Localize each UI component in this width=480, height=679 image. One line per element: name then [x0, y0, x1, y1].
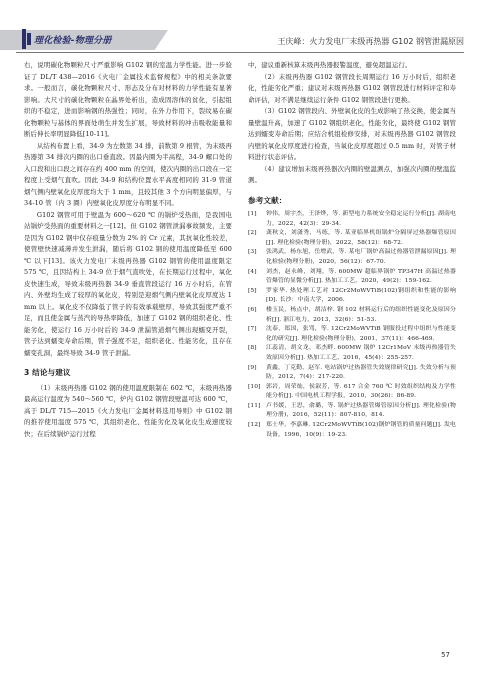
reference-text: 张鸿武，杨东旭，岳增武，等. 某电厂锅炉高温过热器管泄漏原因[J]. 理化检验(物理分册)，2020，56(12)：67-70.	[266, 249, 456, 265]
running-title: 王庆峰：火力发电厂末级再热器 G102 钢管泄漏原因	[277, 37, 464, 46]
reference-item	[248, 287, 456, 306]
body-paragraph: （2）末级再热器 G102 钢管段长周期运行 16 万小时后，组织老化，性能劣化严重；建议对末级再热器 G102 钢管段进行材料评定和寿命评估，对不满足继续运行条件 G102 钢管段进行更换。	[248, 72, 456, 104]
body-paragraph: 中，建议重新核算末级再热器报警温度，避免超温运行。	[248, 61, 412, 69]
body-paragraph: （3）G102 钢管段内、外壁氧化皮的生成影响了热交换，使金属当量壁温升高，加速了 G102 钢组织老化，性能劣化，最终使 G102 钢管达到蠕变寿命后期；应结合机组检修安排，对末级再热器 G102 钢管段内壁的氧化皮厚度进行检查，当氧化皮厚度超过 0.5 mm 时，对管子材料进行状态评估。	[248, 107, 456, 161]
reference-text: 郭岩，周荣灿，侯淑芳，等. 617 合金 760 ℃ 时效组织结构及力学性能分析[J]. 中国电机工程学报，2010，30(26)：86-89.	[266, 383, 456, 400]
reference-number: [3]	[248, 249, 257, 256]
reference-text: 楼玉民，杨点中，胡洁梓. 钢 102 材料运行后的组织性能变化及原因分析[J]. 浙江电力，2013，32(6)：51-53.	[266, 306, 456, 323]
reference-number: [11]	[248, 402, 261, 409]
reference-number: [7]	[248, 326, 257, 333]
page-number: 57	[441, 651, 450, 659]
journal-logo-icon	[18, 27, 34, 51]
reference-number: [4]	[248, 268, 257, 275]
journal-name: 理化检验-物理分册	[34, 36, 112, 46]
reference-number: [9]	[248, 364, 257, 371]
header-divider	[16, 52, 464, 53]
reference-item	[248, 364, 456, 383]
reference-text: 郑士华，李嘉琳. 12Cr2MoWVTiB(102)钢炉钢管的质量问题[J]. 发电设备，1996，10(9)：19-23.	[266, 422, 456, 438]
body-paragraph: G102 钢管可用于壁温为 600～620 ℃ 的锅炉受热面，是我国电站锅炉受热面的重要材料之一[12]。但 G102 钢管泄漏事故频发，主要是因为 G102 钢中仅存痕量分数为 2% 的 Cr 元素，其抗氧化性较差，使管壁快速减薄并发生泄漏，随后将 G102 钢的使用温度降低至 600 ℃ 以下[13]。该火力发电厂末级再热器 G102 钢管的使用温度限定 575 ℃，且因结构上 34-9 位于烟气直吹处，在长期运行过程中，氧化皮快速生成，导致末级再热器 34-9 垂直管段运行 16 万小时后，在管内、外壁均生成了较厚的氧化皮，特别是迎烟气侧内壁氧化皮厚度达 1 mm 以上。氧化皮不仅降低了管子的有效承载壁厚，导致其强度严重不足，而且使金属与蒸汽的导热率降低，加速了 G102 钢的组织老化、性能劣化，使运行 16 万小时后的 34-9 泄漏管道烟气侧出现蠕变开裂，管子达到蠕变寿命后期，管子强度不足，组织老化、性能劣化，且存在蠕变孔洞，最终导致 34-9 管子泄漏。	[24, 210, 232, 357]
reference-item	[248, 344, 456, 363]
reference-item	[248, 325, 456, 344]
reference-item	[248, 229, 456, 248]
reference-text: 钟伟，周宇杰，王泽烨，等. 新型电力系统安全稳定运行分析[J]. 湖南电力，2022，42(3)：29-34.	[266, 211, 456, 227]
reference-text: 刘杰，赵永峰，刘翔，等. 600MW 超临界锅炉 TP347H 高温过热器管爆管的显微分析[J]. 热加工工艺，2020，49(2)：159-162.	[266, 268, 456, 285]
reference-number: [2]	[248, 230, 257, 237]
reference-text: 龚秋文，刘潇秀，马练，等. 某亚临界机组锅炉分隔屏过热器爆管原因[J]. 理化检验(物理分册)，2022，58(12)：68-72.	[266, 230, 456, 246]
reference-item	[248, 248, 456, 267]
reference-item	[248, 421, 456, 440]
section-title: 3 结论与建议	[24, 368, 71, 377]
body-paragraph: （4）建议增加末级再热器次内圈的壁温测点，加强次内圈的壁温监测。	[248, 164, 456, 184]
reference-item	[248, 383, 456, 402]
reference-text: 江蕊清，胡文龙，邓杰畔. 600MW 锅炉 12Cr1MoV 末级再热器管失效原因分析[J]. 热加工工艺，2016，45(4)：255-257.	[266, 345, 456, 361]
body-paragraph: 右，说明碳化物颗粒尺寸严重影响 G102 钢的室温力学性能。进一步验证了 DL/T 438—2016《火电厂金属技术监督规程》中的相关条款要求。一般而言，碳化物颗粒尺寸、形态及分布对材料的力学性能有显著影响。大尺寸的碳化物颗粒在晶界处析出，造成固溶体的贫化，引起组织的不稳定，进而影响钢的热强性；同时，在外力作用下，裂纹易在碳化物颗粒与基体的界面处萌生并发生扩展，导致材料的冲击吸收能量和断后伸长率明显降低[10-11]。	[24, 61, 232, 138]
reference-item	[248, 268, 456, 287]
reference-number: [1]	[248, 211, 257, 217]
references-title: 参考文献：	[248, 195, 287, 205]
conclusion-paragraph: （1）末级再热器 G102 钢的使用温度限制在 602 ℃，末级再热器最高运行温度为 540～560 ℃，炉内 G102 钢管段壁温可达 600 ℃，高于 DL/T 715—2015《火力发电厂金属材料选用导则》中 G102 钢的推荐使用温度 575 ℃，其组织老化、性能劣化及氧化皮生成速度较快；在后续锅炉运行过程	[24, 383, 232, 438]
reference-number: [8]	[248, 345, 257, 352]
right-column	[248, 60, 456, 440]
reference-item	[248, 210, 456, 229]
reference-number: [5]	[248, 287, 257, 294]
reference-number: [6]	[248, 306, 257, 313]
reference-number: [10]	[248, 383, 261, 390]
body-paragraph: 从结构布置上看，34-9 为左数第 34 排，前数第 9 根管，为末级再热器第 34 排次内圈的出口垂直段。因最内圈为半高程，34-9 螺口处的入口段和出口段之间存在约 400 mm 的空间，使次内圈的出口段在一定程度上受烟气直吹。因此 34-9 和结构位置水平高度相同的 31-9 管道烟气侧内壁氧化皮厚度均大于 1 mm，且较其他 3 个方向明显偏厚，与 34-10 管（内 3 圈）内壁氧化皮厚度分布明显不同。	[24, 141, 232, 207]
reference-number: [12]	[248, 422, 261, 429]
left-column	[24, 60, 232, 440]
reference-text: 沈泰，郑国，张骂，等. 12Cr2MoWVTiB 钢服役过程中组织与性能变化的研究[J]. 理化检验(物理分册)，2001，37(11)：466-469.	[266, 326, 456, 342]
reference-item	[248, 402, 456, 421]
reference-text: 卢书媛，王思，俞璐，等. 锅炉过热器管爆管原因分析[J]. 理化检验(物理分册)，2016，52(11)：807-810，814.	[266, 402, 456, 419]
reference-item	[248, 306, 456, 325]
reference-text: 黄鑫，丁克勤，赵军. 电站锅炉过热器管失效规律研究[J]. 失效分析与预防，2012，7(4)：217-220.	[266, 364, 456, 381]
reference-text: 罗家华. 热处理工艺对 12Cr2MoWVTiB(102)钢组织和性能的影响[D]. 长沙：中南大学，2006.	[266, 287, 456, 304]
